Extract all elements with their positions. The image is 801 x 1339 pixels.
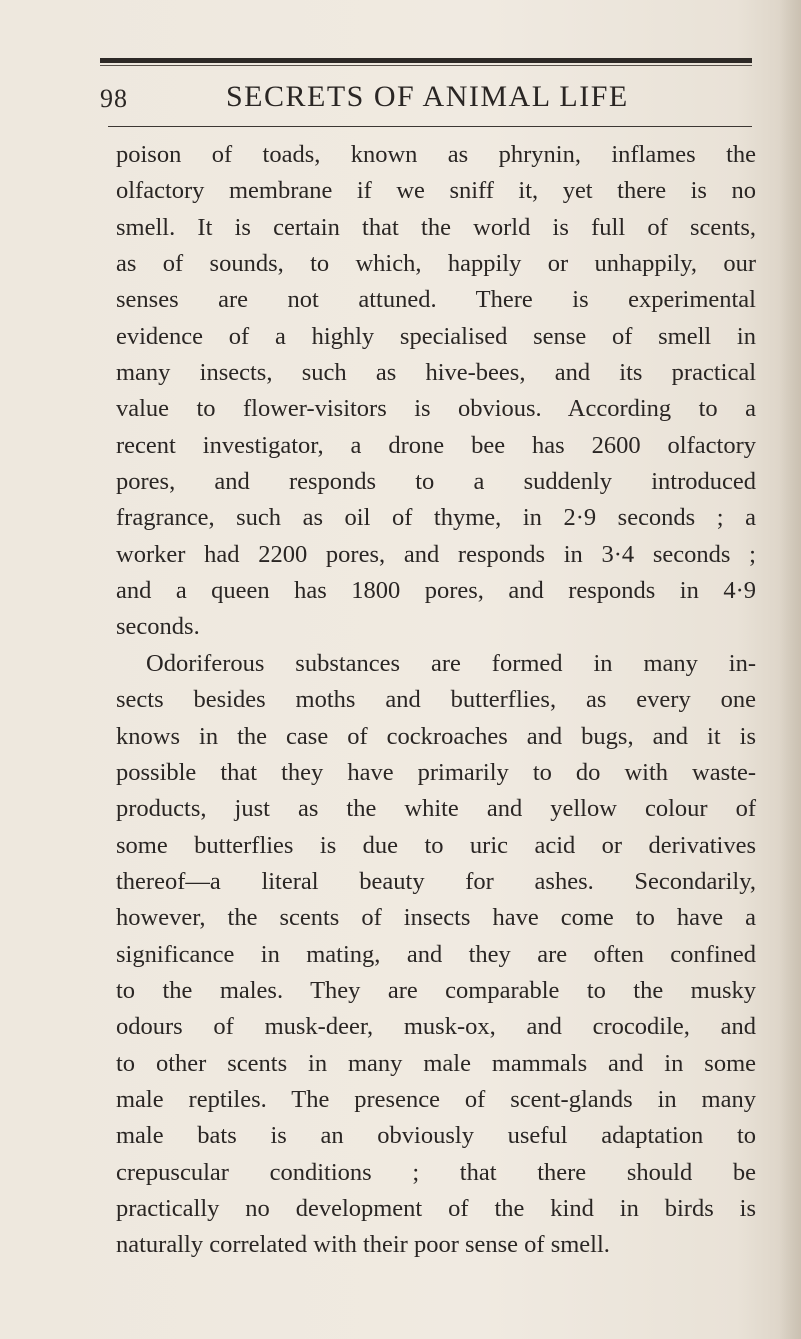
text-line: sects besides moths and butterflies, as every one (116, 686, 756, 714)
text-line: as of sounds, to which, happily or unhappily, our (116, 250, 756, 278)
page-header (100, 80, 752, 120)
text-line: male bats is an obviously useful adaptation to (116, 1122, 756, 1150)
text-line: male reptiles. The presence of scent-glands in many (116, 1085, 756, 1113)
header-thin-rule (100, 65, 752, 66)
header-thick-rule (100, 58, 752, 63)
text-line: olfactory membrane if we sniff it, yet there is no (116, 177, 756, 205)
header-bottom-rule (108, 126, 752, 127)
text-line: crepuscular conditions ; that there should be (116, 1158, 756, 1186)
text-line: thereof—a literal beauty for ashes. Secondarily, (116, 867, 756, 895)
text-line: Odoriferous substances are formed in many in- (146, 649, 756, 677)
text-line: some butterflies is due to uric acid or derivatives (116, 831, 756, 859)
text-line: to the males. They are comparable to the musky (116, 976, 756, 1004)
text-line: senses are not attuned. There is experimental (116, 286, 756, 314)
text-line: many insects, such as hive-bees, and its practical (116, 359, 756, 387)
text-line: smell. It is certain that the world is full of scents, (116, 213, 756, 241)
text-line: poison of toads, known as phrynin, inflames the (116, 141, 756, 168)
text-line: naturally correlated with their poor sense of smell. (116, 1231, 610, 1259)
paragraph (116, 137, 756, 646)
page-number: 98 (100, 84, 128, 113)
text-line: practically no development of the kind in birds is (116, 1194, 756, 1222)
text-line: possible that they have primarily to do with waste- (116, 758, 756, 786)
text-line: significance in mating, and they are often confined (116, 940, 756, 968)
text-line: however, the scents of insects have come to have a (116, 904, 756, 932)
text-line: odours of musk-deer, musk-ox, and crocodile, and (116, 1013, 756, 1041)
text-line: pores, and responds to a suddenly introduced (116, 468, 756, 496)
text-line: recent investigator, a drone bee has 2600 olfactory (116, 431, 756, 459)
text-line: and a queen has 1800 pores, and responds in 4·9 (116, 577, 756, 605)
text-line: to other scents in many male mammals and in some (116, 1049, 756, 1077)
text-line: worker had 2200 pores, and responds in 3·4 seconds ; (116, 540, 756, 568)
text-line: evidence of a highly specialised sense of smell in (116, 322, 756, 350)
text-line: knows in the case of cockroaches and bugs, and it is (116, 722, 756, 750)
paragraph (116, 646, 756, 1264)
text-line: fragrance, such as oil of thyme, in 2·9 seconds ; a (116, 504, 756, 532)
running-title: SECRETS OF ANIMAL LIFE (226, 80, 629, 113)
page-edge-shadow (779, 0, 801, 1339)
body-text (116, 137, 756, 1264)
text-line: value to flower-visitors is obvious. According to a (116, 395, 756, 423)
text-line: products, just as the white and yellow colour of (116, 795, 756, 823)
text-line: seconds. (116, 613, 200, 641)
